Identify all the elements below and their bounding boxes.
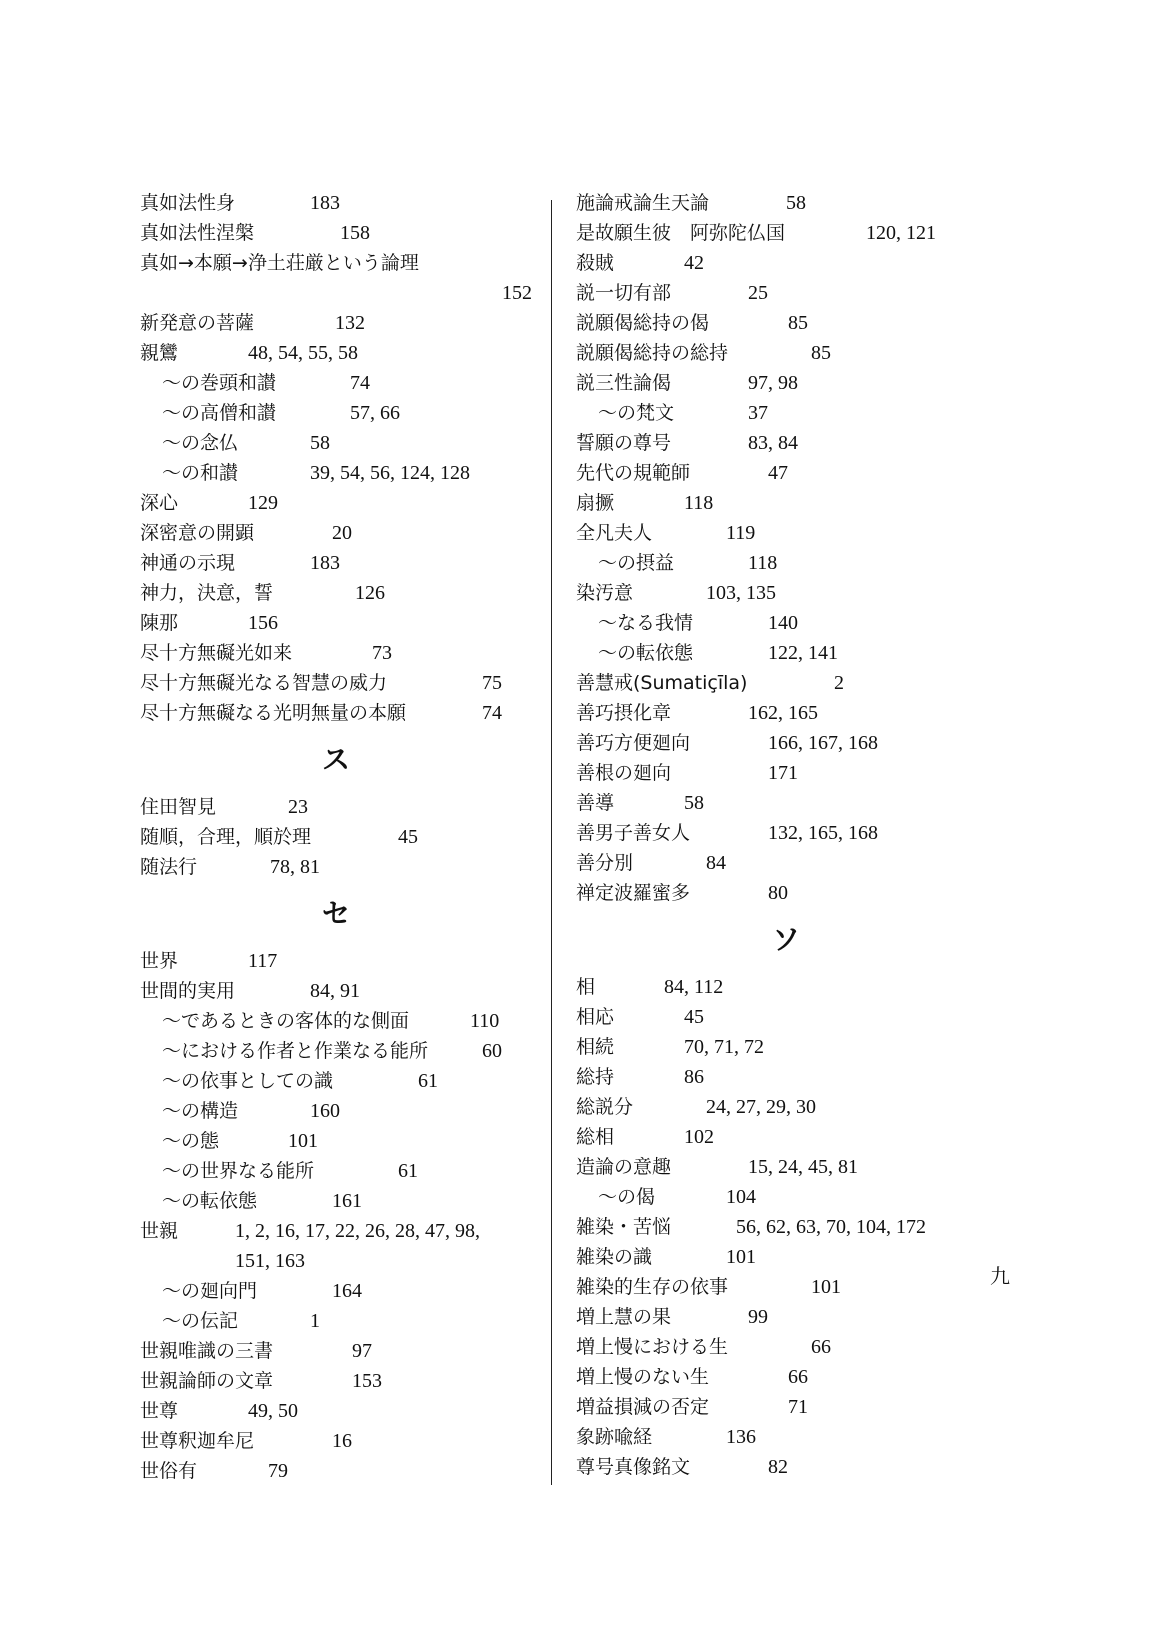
index-term: 造論の意趣 <box>576 1156 672 1178</box>
index-term: 説願偈総持の偈 <box>576 312 710 334</box>
index-term: 尊号真像銘文 <box>576 1456 691 1478</box>
index-term: 増益損減の否定 <box>576 1396 710 1418</box>
index-entry <box>576 458 996 488</box>
index-entry <box>140 1456 532 1486</box>
page-reference: 183 <box>310 552 340 574</box>
index-term: 住田智見 <box>140 796 217 818</box>
index-term: 世俗有 <box>140 1460 198 1482</box>
index-term: 扇撅 <box>576 492 615 514</box>
page-reference: 102 <box>684 1126 714 1148</box>
page-reference: 136 <box>726 1426 756 1448</box>
page-reference: 117 <box>248 950 278 972</box>
index-entry <box>140 1066 532 1096</box>
index-entry <box>576 878 996 908</box>
index-entry <box>576 518 996 548</box>
index-term: 雑染的生存の依事 <box>576 1276 729 1298</box>
page-reference: 161 <box>332 1190 362 1212</box>
index-column-right <box>576 188 996 1482</box>
page-reference: 58 <box>786 192 806 214</box>
page-reference: 164 <box>332 1280 362 1302</box>
page-reference: 66 <box>811 1336 831 1358</box>
index-term: 相続 <box>576 1036 615 1058</box>
page-reference: 97, 98 <box>748 372 798 394</box>
index-entry <box>140 1396 532 1426</box>
page-reference: 66 <box>788 1366 808 1388</box>
page-reference: 58 <box>684 792 704 814</box>
page-reference: 85 <box>811 342 831 364</box>
page-reference: 82 <box>768 1456 788 1478</box>
index-entry <box>576 248 996 278</box>
index-term: 善慧戒(Sumatiçīla) <box>576 672 748 694</box>
page-reference: 158 <box>340 222 370 244</box>
index-entry <box>576 668 996 698</box>
index-term: 善男子善女人 <box>576 822 691 844</box>
index-term: 善根の廻向 <box>576 762 672 784</box>
index-term: 雑染・苦悩 <box>576 1216 672 1238</box>
page-reference: 1, 2, 16, 17, 22, 26, 28, 47, 98, <box>235 1220 480 1242</box>
page-reference: 84 <box>706 852 726 874</box>
index-term: ～の高僧和讃 <box>162 402 277 424</box>
index-entry <box>576 278 996 308</box>
page-reference: 58 <box>310 432 330 454</box>
page-reference: 74 <box>482 702 502 724</box>
index-entry <box>576 1062 996 1092</box>
page-reference: 86 <box>684 1066 704 1088</box>
index-term: 象跡喩経 <box>576 1426 653 1448</box>
index-entry <box>576 1002 996 1032</box>
index-term: 雑染の識 <box>576 1246 653 1268</box>
index-entry <box>576 818 996 848</box>
index-term: 新発意の菩薩 <box>140 312 255 334</box>
index-term: 尽十方無礙光なる智慧の威力 <box>140 672 388 694</box>
page-number: 九 <box>990 1264 1010 1288</box>
index-term: 染汚意 <box>576 582 634 604</box>
page-reference: 23 <box>288 796 308 818</box>
index-entry <box>140 188 532 218</box>
index-entry <box>140 458 532 488</box>
page-reference: 73 <box>372 642 392 664</box>
index-entry <box>576 1422 996 1452</box>
index-term: 増上慢のない生 <box>576 1366 710 1388</box>
page-reference: 101 <box>726 1246 756 1268</box>
index-term: 善巧摂化章 <box>576 702 672 724</box>
index-entry <box>140 822 532 852</box>
index-entry <box>140 946 532 976</box>
page-reference: 24, 27, 29, 30 <box>706 1096 816 1118</box>
index-entry <box>576 848 996 878</box>
index-entry <box>140 338 532 368</box>
index-entry <box>576 1242 996 1272</box>
index-term: 深心 <box>140 492 179 514</box>
page-reference: 2 <box>834 672 844 694</box>
page-reference: 20 <box>332 522 352 544</box>
index-entry <box>576 398 996 428</box>
index-entry <box>140 1306 532 1336</box>
index-entry <box>576 488 996 518</box>
index-term: 説三性論偈 <box>576 372 672 394</box>
index-term: 誓願の尊号 <box>576 432 672 454</box>
index-entry <box>140 1126 532 1156</box>
index-entry <box>576 1092 996 1122</box>
index-term: ～の態 <box>162 1130 220 1152</box>
page-reference: 45 <box>684 1006 704 1028</box>
page-reference: 15, 24, 45, 81 <box>748 1156 858 1178</box>
index-term: 世間的実用 <box>140 980 236 1002</box>
section-heading: ス <box>321 743 350 776</box>
page-reference: 16 <box>332 1430 352 1452</box>
index-term: 真如→本願→浄土荘厳という論理 <box>140 252 419 274</box>
page-reference: 84, 91 <box>310 980 360 1002</box>
page-reference: 1 <box>310 1310 320 1332</box>
page-reference: 61 <box>418 1070 438 1092</box>
index-entry <box>140 1216 532 1246</box>
index-term: ～の世界なる能所 <box>162 1160 315 1182</box>
index-term: ～の伝記 <box>162 1310 239 1332</box>
index-entry <box>140 1006 532 1036</box>
index-term: 先代の規範師 <box>576 462 691 484</box>
index-term: 世尊 <box>140 1400 179 1422</box>
index-term: 世親論師の文章 <box>140 1370 274 1392</box>
index-term: ～の構造 <box>162 1100 239 1122</box>
index-entry <box>140 638 532 668</box>
index-entry <box>576 1302 996 1332</box>
page-reference: 37 <box>748 402 768 424</box>
index-entry <box>576 1122 996 1152</box>
index-term: ～の摂益 <box>598 552 675 574</box>
index-entry <box>140 578 532 608</box>
page-reference: 48, 54, 55, 58 <box>248 342 358 364</box>
index-term: 随順，合理，順於理 <box>140 826 312 848</box>
index-term: 神力，決意，誓 <box>140 582 274 604</box>
page-reference: 122, 141 <box>768 642 838 664</box>
index-term: ～の廻向門 <box>162 1280 258 1302</box>
page-reference: 183 <box>310 192 340 214</box>
page-reference: 118 <box>684 492 714 514</box>
index-entry <box>140 1156 532 1186</box>
page-reference: 162, 165 <box>748 702 818 724</box>
page-reference: 153 <box>352 1370 382 1392</box>
page-reference: 85 <box>788 312 808 334</box>
index-entry <box>140 1096 532 1126</box>
index-entry <box>140 518 532 548</box>
page-reference: 140 <box>768 612 798 634</box>
index-term: 相応 <box>576 1006 615 1028</box>
index-entry <box>140 398 532 428</box>
index-entry <box>140 608 532 638</box>
index-entry <box>576 1362 996 1392</box>
index-entry <box>576 218 996 248</box>
page-reference: 152 <box>502 282 532 304</box>
page-reference: 74 <box>350 372 370 394</box>
index-entry <box>576 308 996 338</box>
page-reference: 49, 50 <box>248 1400 298 1422</box>
index-entry <box>576 428 996 458</box>
index-entry <box>140 278 532 308</box>
page-reference: 132 <box>335 312 365 334</box>
index-entry <box>576 698 996 728</box>
index-entry <box>140 1336 532 1366</box>
index-term: 禅定波羅蜜多 <box>576 882 691 904</box>
page-reference: 103, 135 <box>706 582 776 604</box>
index-entry <box>576 758 996 788</box>
page-reference: 118 <box>748 552 778 574</box>
index-entry <box>140 1186 532 1216</box>
page-reference: 84, 112 <box>664 976 724 998</box>
index-entry <box>140 1366 532 1396</box>
page-reference: 120, 121 <box>866 222 936 244</box>
index-term: 総相 <box>576 1126 615 1148</box>
index-entry <box>576 548 996 578</box>
index-term: 陳那 <box>140 612 179 634</box>
index-entry <box>576 188 996 218</box>
index-entry <box>576 1392 996 1422</box>
index-term: 増上慢における生 <box>576 1336 729 1358</box>
index-term: 殺賊 <box>576 252 615 274</box>
section-heading: セ <box>321 897 350 930</box>
index-term: 世界 <box>140 950 179 972</box>
index-term: 善分別 <box>576 852 634 874</box>
index-term: ～の転依態 <box>598 642 694 664</box>
index-term: 世尊釈迦牟尼 <box>140 1430 255 1452</box>
index-entry <box>140 1276 532 1306</box>
index-term: ～なる我情 <box>598 612 694 634</box>
page-reference: 101 <box>288 1130 318 1152</box>
index-entry <box>576 728 996 758</box>
index-entry <box>576 1452 996 1482</box>
page-reference: 79 <box>268 1460 288 1482</box>
index-term: 総持 <box>576 1066 615 1088</box>
index-term: 深密意の開顕 <box>140 522 255 544</box>
page-reference: 57, 66 <box>350 402 400 424</box>
index-term: ～の依事としての識 <box>162 1070 334 1092</box>
index-term: 尽十方無礙なる光明無量の本願 <box>140 702 407 724</box>
index-entry <box>576 972 996 1002</box>
index-term: 尽十方無礙光如来 <box>140 642 293 664</box>
index-entry <box>576 1272 996 1302</box>
index-term: 真如法性身 <box>140 192 236 214</box>
page-reference: 45 <box>398 826 418 848</box>
page-reference: 110 <box>470 1010 500 1032</box>
page-reference: 47 <box>768 462 788 484</box>
index-entry <box>140 698 532 728</box>
index-term: 神通の示現 <box>140 552 236 574</box>
index-column-left <box>140 188 532 1486</box>
page-reference: 119 <box>726 522 756 544</box>
index-entry <box>576 1182 996 1212</box>
index-entry <box>140 1246 532 1276</box>
page-reference: 39, 54, 56, 124, 128 <box>310 462 470 484</box>
index-term: 相 <box>576 976 596 998</box>
index-entry <box>140 852 532 882</box>
page-reference: 151, 163 <box>235 1250 305 1272</box>
index-term: ～の転依態 <box>162 1190 258 1212</box>
index-entry <box>140 368 532 398</box>
index-term: 全凡夫人 <box>576 522 653 544</box>
page-reference: 126 <box>355 582 385 604</box>
page-reference: 60 <box>482 1040 502 1062</box>
page-reference: 99 <box>748 1306 768 1328</box>
index-term: 説一切有部 <box>576 282 672 304</box>
page-reference: 70, 71, 72 <box>684 1036 764 1058</box>
page-reference: 160 <box>310 1100 340 1122</box>
page-reference: 80 <box>768 882 788 904</box>
index-entry <box>576 788 996 818</box>
index-term: 真如法性涅槃 <box>140 222 255 244</box>
index-term: ～であるときの客体的な側面 <box>162 1010 410 1032</box>
page-reference: 166, 167, 168 <box>768 732 878 754</box>
index-term: 施論戒論生天論 <box>576 192 710 214</box>
page-reference: 132, 165, 168 <box>768 822 878 844</box>
index-term: 世親唯識の三書 <box>140 1340 274 1362</box>
index-entry <box>576 638 996 668</box>
index-term: ～の念仏 <box>162 432 239 454</box>
index-term: ～の巻頭和讃 <box>162 372 277 394</box>
page-reference: 42 <box>684 252 704 274</box>
index-term: 善導 <box>576 792 615 814</box>
index-entry <box>140 976 532 1006</box>
page-reference: 171 <box>768 762 798 784</box>
index-term: 説願偈総持の総持 <box>576 342 729 364</box>
index-entry <box>576 1032 996 1062</box>
column-divider <box>551 200 552 1485</box>
page-reference: 25 <box>748 282 768 304</box>
page-reference: 104 <box>726 1186 756 1208</box>
index-entry <box>576 1212 996 1242</box>
page-reference: 75 <box>482 672 502 694</box>
index-entry <box>576 1332 996 1362</box>
page-reference: 56, 62, 63, 70, 104, 172 <box>736 1216 926 1238</box>
index-entry <box>140 1426 532 1456</box>
page-reference: 61 <box>398 1160 418 1182</box>
page-reference: 83, 84 <box>748 432 798 454</box>
index-entry <box>576 338 996 368</box>
index-term: ～における作者と作業なる能所 <box>162 1040 429 1062</box>
index-term: 親鸞 <box>140 342 179 364</box>
page-reference: 78, 81 <box>270 856 320 878</box>
index-entry <box>140 428 532 458</box>
index-term: 世親 <box>140 1220 179 1242</box>
index-entry <box>140 668 532 698</box>
section-heading: ソ <box>771 923 800 956</box>
page-reference: 129 <box>248 492 278 514</box>
index-term: 総説分 <box>576 1096 634 1118</box>
index-entry <box>576 608 996 638</box>
index-entry <box>576 1152 996 1182</box>
index-term: 増上慧の果 <box>576 1306 672 1328</box>
page-reference: 97 <box>352 1340 372 1362</box>
index-entry <box>576 578 996 608</box>
page-reference: 101 <box>811 1276 841 1298</box>
index-term: 随法行 <box>140 856 198 878</box>
index-entry <box>140 548 532 578</box>
index-term: ～の偈 <box>598 1186 656 1208</box>
index-entry <box>576 368 996 398</box>
index-entry <box>140 792 532 822</box>
index-entry <box>140 308 532 338</box>
page-reference: 156 <box>248 612 278 634</box>
index-entry <box>140 248 532 278</box>
index-term: 是故願生彼 阿弥陀仏国 <box>576 222 786 244</box>
index-entry <box>140 218 532 248</box>
index-entry <box>140 488 532 518</box>
page-reference: 71 <box>788 1396 808 1418</box>
index-term: 善巧方便廻向 <box>576 732 691 754</box>
index-entry <box>140 1036 532 1066</box>
index-term: ～の梵文 <box>598 402 675 424</box>
index-term: ～の和讃 <box>162 462 239 484</box>
